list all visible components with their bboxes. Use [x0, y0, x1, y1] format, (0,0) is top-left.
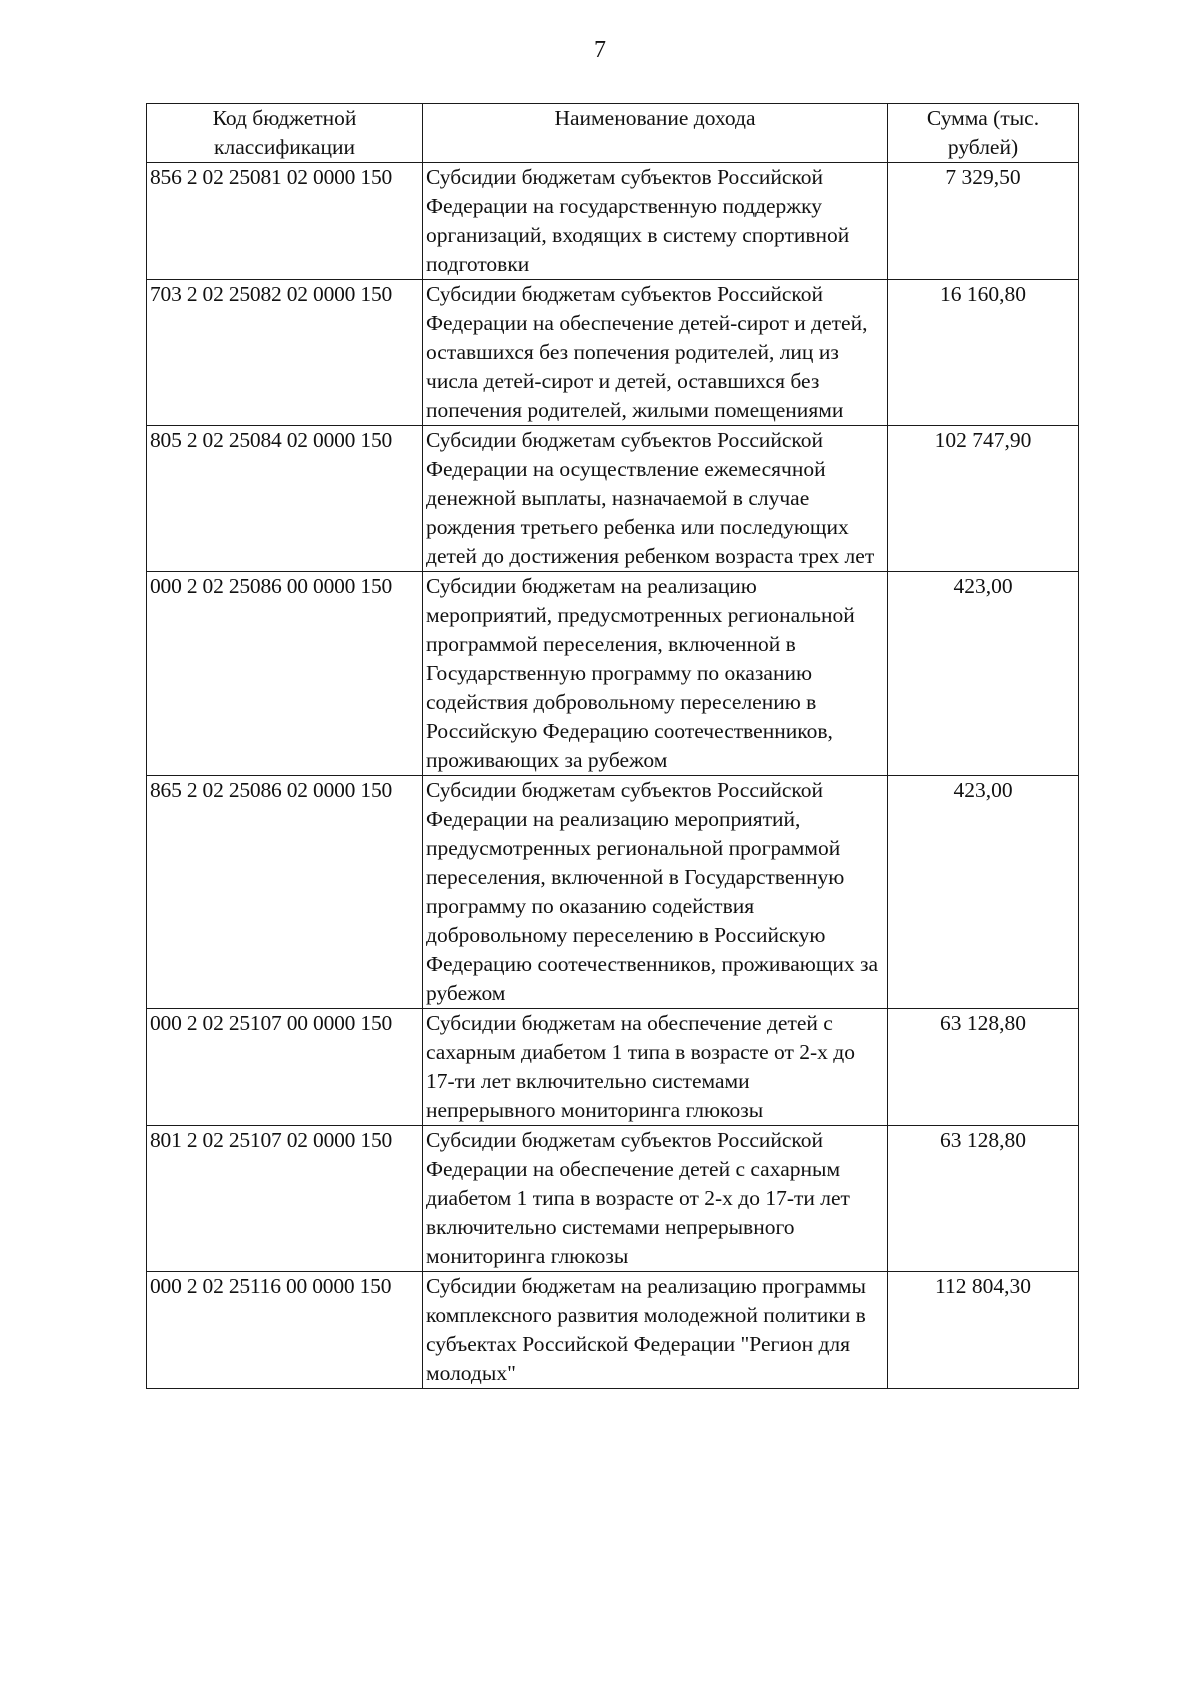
- cell-sum: 7 329,50: [888, 163, 1079, 280]
- page-number: 7: [594, 37, 606, 63]
- cell-sum: 112 804,30: [888, 1272, 1079, 1389]
- cell-code: 801 2 02 25107 02 0000 150: [147, 1126, 423, 1272]
- table-row: [147, 1272, 1079, 1389]
- cell-name: Субсидии бюджетам субъектов Российской Федерации на государственную поддержку организаций, входящих в систему спортивной подготовки: [423, 163, 888, 280]
- table-row: [147, 280, 1079, 426]
- cell-sum: 423,00: [888, 776, 1079, 1009]
- cell-name: Субсидии бюджетам субъектов Российской Федерации на реализацию мероприятий, предусмотренных региональной программой переселения, включенной в Государственную программу по оказанию содействия добровольному переселению в Российскую Федерацию соотечественников, проживающих за рубежом: [423, 776, 888, 1009]
- table-header-row: [147, 104, 1079, 163]
- header-name: Наименование дохода: [423, 104, 888, 163]
- cell-name: Субсидии бюджетам субъектов Российской Федерации на обеспечение детей с сахарным диабетом 1 типа в возрасте от 2-х до 17-ти лет включительно системами непрерывного мониторинга глюкозы: [423, 1126, 888, 1272]
- table-row: [147, 776, 1079, 1009]
- cell-code: 856 2 02 25081 02 0000 150: [147, 163, 423, 280]
- header-sum: Сумма (тыс. рублей): [888, 104, 1079, 163]
- cell-name: Субсидии бюджетам субъектов Российской Федерации на осуществление ежемесячной денежной выплаты, назначаемой в случае рождения третьего ребенка или последующих детей до достижения ребенком возраста трех лет: [423, 426, 888, 572]
- cell-name: Субсидии бюджетам на реализацию программы комплексного развития молодежной политики в субъектах Российской Федерации "Регион для молодых": [423, 1272, 888, 1389]
- table-row: [147, 1009, 1079, 1126]
- cell-name: Субсидии бюджетам на обеспечение детей с сахарным диабетом 1 типа в возрасте от 2-х до 17-ти лет включительно системами непрерывного мониторинга глюкозы: [423, 1009, 888, 1126]
- cell-code: 865 2 02 25086 02 0000 150: [147, 776, 423, 1009]
- cell-sum: 63 128,80: [888, 1126, 1079, 1272]
- cell-code: 805 2 02 25084 02 0000 150: [147, 426, 423, 572]
- cell-sum: 16 160,80: [888, 280, 1079, 426]
- cell-code: 000 2 02 25116 00 0000 150: [147, 1272, 423, 1389]
- cell-name: Субсидии бюджетам на реализацию мероприятий, предусмотренных региональной программой переселения, включенной в Государственную программу по оказанию содействия добровольному переселению в Российскую Федерацию соотечественников, проживающих за рубежом: [423, 572, 888, 776]
- table-row: [147, 572, 1079, 776]
- cell-sum: 423,00: [888, 572, 1079, 776]
- cell-code: 703 2 02 25082 02 0000 150: [147, 280, 423, 426]
- cell-sum: 102 747,90: [888, 426, 1079, 572]
- cell-sum: 63 128,80: [888, 1009, 1079, 1126]
- cell-name: Субсидии бюджетам субъектов Российской Федерации на обеспечение детей-сирот и детей, оставшихся без попечения родителей, лиц из числа детей-сирот и детей, оставшихся без попечения родителей, жилыми помещениями: [423, 280, 888, 426]
- cell-code: 000 2 02 25107 00 0000 150: [147, 1009, 423, 1126]
- table-row: [147, 426, 1079, 572]
- table-row: [147, 163, 1079, 280]
- cell-code: 000 2 02 25086 00 0000 150: [147, 572, 423, 776]
- header-code: Код бюджетной классификации: [147, 104, 423, 163]
- table-row: [147, 1126, 1079, 1272]
- budget-income-table: [146, 103, 1079, 1389]
